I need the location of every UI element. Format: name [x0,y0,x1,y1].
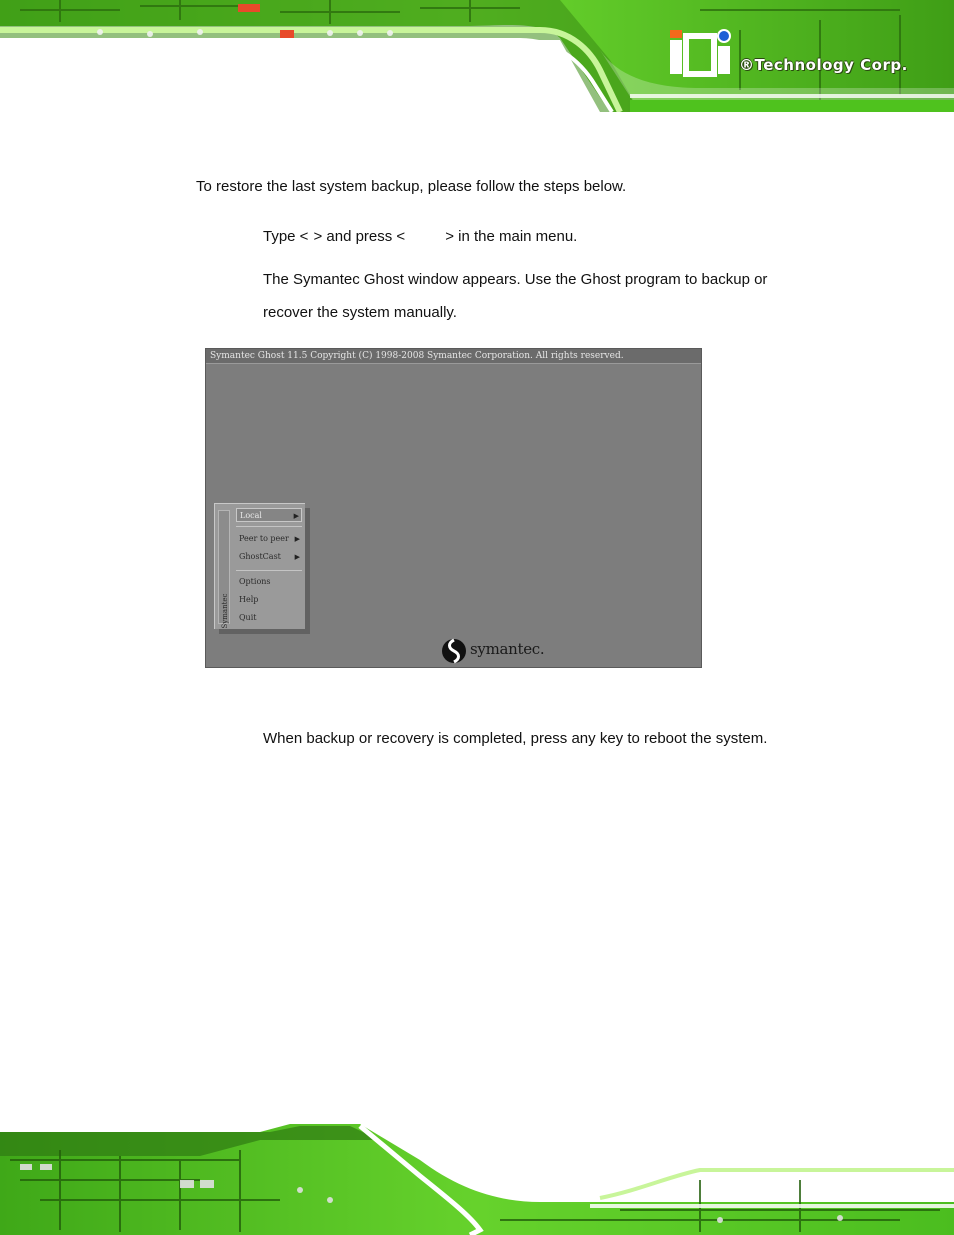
ghost-menu-item-peer-to-peer[interactable] [236,532,302,546]
ghost-menu-divider [236,526,302,527]
submenu-arrow-icon: ▶ [294,535,300,543]
intro-text: To restore the last system backup, please follow the steps below. [196,178,627,195]
symantec-logo-text: symantec. [470,640,545,658]
ghost-screenshot [205,348,702,668]
ghost-menu-item-quit[interactable] [236,611,302,625]
ghost-menu-item-options[interactable] [236,575,302,589]
ghost-menu-label: Quit [239,613,257,622]
ghost-side-label: Symantec [221,593,229,629]
ghost-main-menu [214,503,305,629]
ghost-menu-label: Peer to peer [239,534,289,543]
brand-name: ®Technology Corp. [739,56,908,74]
step-1-text [263,228,577,246]
step-2-line-2: recover the system manually. [263,304,457,321]
ghost-menu-label: Options [239,577,271,586]
step-3-text: When backup or recovery is completed, press any key to reboot the system. [263,730,768,747]
ghost-menu-item-local[interactable] [236,508,302,522]
ghost-menu-divider [236,570,302,571]
footer-banner [0,1120,954,1235]
step-1-part-2: > and press < [313,228,406,245]
ghost-menu-label: GhostCast [239,552,281,561]
ghost-titlebar: Symantec Ghost 11.5 Copyright (C) 1998-2008 Symantec Corporation. All rights reserved. [206,349,701,364]
ghost-menu-item-help[interactable] [236,593,302,607]
ghost-menu-label: Help [239,595,259,604]
symantec-logo [440,637,545,665]
submenu-arrow-icon: ▶ [293,512,299,520]
step-1-part-1: Type < [263,228,309,245]
step-2-line-1: The Symantec Ghost window appears. Use the Ghost program to backup or [263,271,768,288]
ghost-menu-item-ghostcast[interactable] [236,550,302,564]
symantec-logo-icon [440,637,468,665]
submenu-arrow-icon: ▶ [294,553,300,561]
ghost-menu-label: Local [240,511,262,520]
step-1-part-3: > in the main menu. [445,228,578,245]
ghost-side-panel [218,510,230,629]
